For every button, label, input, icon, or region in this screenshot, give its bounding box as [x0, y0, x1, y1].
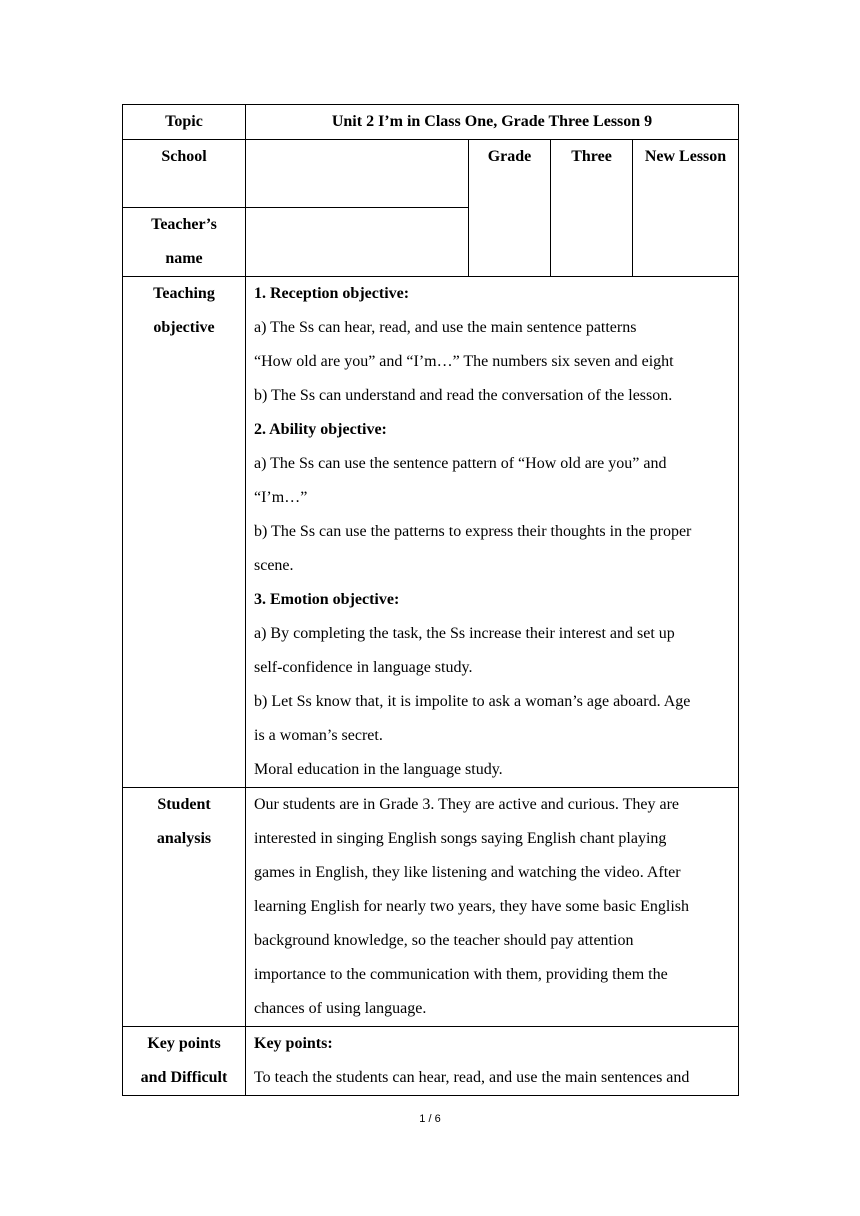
text-line: background knowledge, so the teacher should pay attention [254, 932, 634, 949]
teaching-objective-row [123, 277, 739, 788]
text-line: interested in singing English songs saying English chant playing [254, 830, 667, 847]
student-analysis-content [246, 788, 739, 1027]
section-heading: 3. Emotion objective: [254, 591, 400, 608]
teaching-objective-content [246, 277, 739, 788]
student-analysis-label [123, 788, 246, 1027]
teacher-label-line: Teacher’s [151, 216, 217, 233]
text-line: Moral education in the language study. [254, 761, 503, 778]
teaching-objective-label [123, 277, 246, 788]
topic-label: Topic [123, 105, 246, 140]
topic-value: Unit 2 I’m in Class One, Grade Three Lesson 9 [246, 105, 739, 140]
text-line: chances of using language. [254, 1000, 427, 1017]
grade-label: Grade [469, 140, 551, 277]
text-line: self-confidence in language study. [254, 659, 473, 676]
section-heading: 2. Ability objective: [254, 421, 387, 438]
topic-row [123, 105, 739, 140]
teacher-label [123, 208, 246, 277]
text-line: b) The Ss can use the patterns to express their thoughts in the proper [254, 523, 692, 540]
school-row [123, 140, 739, 208]
text-line: Our students are in Grade 3. They are active and curious. They are [254, 796, 680, 813]
text-line: a) The Ss can use the sentence pattern of “How old are you” and [254, 455, 667, 472]
label-line: and Difficult [140, 1069, 228, 1086]
text-line: importance to the communication with them, providing them the [254, 966, 668, 983]
text-line: “I’m…” [254, 489, 308, 506]
page-indicator: 1 / 6 [419, 1113, 441, 1125]
label-line: Student [157, 796, 211, 813]
key-points-heading: Key points: [254, 1035, 333, 1052]
section-heading: 1. Reception objective: [254, 285, 410, 302]
text-line: games in English, they like listening and watching the video. After [254, 864, 681, 881]
text-line: “How old are you” and “I’m…” The numbers six seven and eight [254, 353, 674, 370]
grade-value: Three [551, 140, 633, 277]
text-line: b) The Ss can understand and read the conversation of the lesson. [254, 387, 673, 404]
text-line: a) By completing the task, the Ss increase their interest and set up [254, 625, 675, 642]
text-line: b) Let Ss know that, it is impolite to ask a woman’s age aboard. Age [254, 693, 691, 710]
text-line: To teach the students can hear, read, and use the main sentences and [254, 1069, 690, 1086]
teacher-value [246, 208, 469, 277]
school-label: School [123, 140, 246, 208]
school-value [246, 140, 469, 208]
label-line: Teaching [153, 285, 215, 302]
label-line: objective [153, 319, 215, 336]
student-analysis-row [123, 788, 739, 1027]
key-points-content [246, 1027, 739, 1096]
text-line: scene. [254, 557, 294, 574]
text-line: learning English for nearly two years, they have some basic English [254, 898, 689, 915]
key-points-row [123, 1027, 739, 1096]
text-line: is a woman’s secret. [254, 727, 383, 744]
label-line: analysis [156, 830, 212, 847]
text-line: a) The Ss can hear, read, and use the main sentence patterns [254, 319, 637, 336]
teacher-label-line: name [165, 250, 203, 267]
lesson-type: New Lesson [633, 140, 739, 277]
label-line: Key points [147, 1035, 221, 1052]
lesson-plan-table [122, 104, 739, 1096]
key-points-label [123, 1027, 246, 1096]
